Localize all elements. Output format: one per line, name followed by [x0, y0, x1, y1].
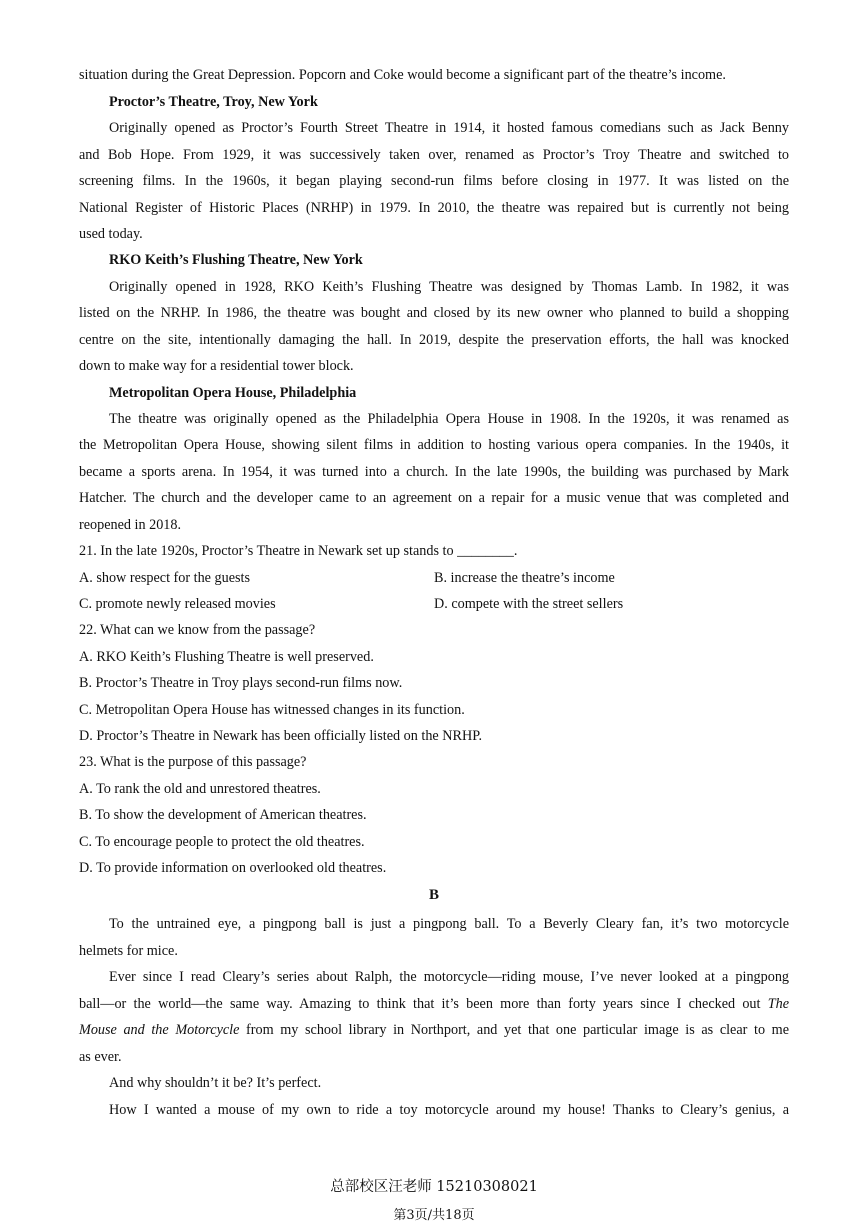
paragraph-line: screening films. In the 1960s, it began playing second-run films before closing in 1977. It was listed on the — [79, 173, 789, 189]
paragraph-line: And why shouldn’t it be? It’s perfect. — [109, 1075, 322, 1091]
paragraph-line: used today. — [79, 226, 143, 242]
option-21-c: C. promote newly released movies — [79, 596, 276, 612]
option-23-d: D. To provide information on overlooked old theatres. — [79, 860, 387, 876]
question-21: 21. In the late 1920s, Proctor’s Theatre in Newark set up stands to ________. — [79, 543, 518, 559]
paragraph-line: became a sports arena. In 1954, it was turned into a church. In the late 1990s, the building was purchased by Mark — [79, 464, 789, 480]
paragraph-line: down to make way for a residential tower block. — [79, 358, 354, 374]
option-22-c: C. Metropolitan Opera House has witnessed changes in its function. — [79, 702, 465, 718]
section-heading-rko: RKO Keith’s Flushing Theatre, New York — [109, 252, 363, 268]
option-21-a: A. show respect for the guests — [79, 570, 250, 586]
paragraph-text: from my school library in Northport, and yet that one particular image is as clear to me — [239, 1022, 790, 1038]
paragraph-line: as ever. — [79, 1049, 122, 1065]
paragraph-line: Ever since I read Cleary’s series about Ralph, the motorcycle—riding mouse, I’ve never looked at a pingpong — [109, 969, 789, 985]
paragraph-line: the Metropolitan Opera House, showing silent films in addition to hosting various opera companies. In the 1940s, it — [79, 437, 789, 453]
option-21-b: B. increase the theatre’s income — [434, 570, 615, 586]
paragraph-line: situation during the Great Depression. Popcorn and Coke would become a significant part of the theatre’s income. — [79, 67, 726, 83]
option-22-d: D. Proctor’s Theatre in Newark has been officially listed on the NRHP. — [79, 728, 483, 744]
section-heading-troy: Proctor’s Theatre, Troy, New York — [109, 94, 318, 110]
book-title-italic: Mouse and the Motorcycle — [79, 1022, 240, 1038]
option-22-a: A. RKO Keith’s Flushing Theatre is well preserved. — [79, 649, 374, 665]
paragraph-line: Originally opened as Proctor’s Fourth Street Theatre in 1914, it hosted famous comedians such as Jack Benny — [109, 120, 789, 136]
paragraph-line: helmets for mice. — [79, 943, 178, 959]
question-22: 22. What can we know from the passage? — [79, 622, 316, 638]
paragraph-line: To the untrained eye, a pingpong ball is just a pingpong ball. To a Beverly Cleary fan, it’s two motorcycle — [109, 916, 789, 932]
section-heading-metropolitan: Metropolitan Opera House, Philadelphia — [109, 385, 357, 401]
paragraph-line: The theatre was originally opened as the Philadelphia Opera House in 1908. In the 1920s, it was renamed as — [109, 411, 789, 427]
paragraph-line: centre on the site, intentionally damaging the hall. In 2019, despite the preservation efforts, the hall was knocked — [79, 332, 789, 348]
option-22-b: B. Proctor’s Theatre in Troy plays second-run films now. — [79, 675, 403, 691]
option-23-b: B. To show the development of American theatres. — [79, 807, 367, 823]
paragraph-line: Hatcher. The church and the developer came to an agreement on a repair for a music venue that was completed and — [79, 490, 789, 506]
option-23-a: A. To rank the old and unrestored theatres. — [79, 781, 321, 797]
book-title-italic: The — [767, 996, 789, 1012]
option-23-c: C. To encourage people to protect the old theatres. — [79, 834, 365, 850]
paragraph-line: How I wanted a mouse of my own to ride a toy motorcycle around my house! Thanks to Cleary’s genius, a — [109, 1102, 789, 1118]
paragraph-line: and Bob Hope. From 1929, it was successively taken over, renamed as Proctor’s Troy Theatre and switched to — [79, 147, 789, 163]
paragraph-line: National Register of Historic Places (NRHP) in 1979. In 2010, the theatre was repaired but is currently not being — [79, 200, 789, 216]
question-23: 23. What is the purpose of this passage? — [79, 754, 307, 770]
section-b-label: B — [428, 887, 439, 903]
option-21-d: D. compete with the street sellers — [434, 596, 624, 612]
paragraph-line: Originally opened in 1928, RKO Keith’s Flushing Theatre was designed by Thomas Lamb. In 1982, it was — [109, 279, 789, 295]
footer-contact: 总部校区汪老师 15210308021 — [330, 1179, 538, 1195]
page-number: 第3页/共18页 — [393, 1208, 475, 1223]
paragraph-line — [79, 995, 789, 1013]
paragraph-line: reopened in 2018. — [79, 517, 182, 533]
paragraph-text: ball—or the world—the same way. Amazing to think that it’s been more than forty years since I checked out — [79, 996, 768, 1012]
paragraph-line: listed on the NRHP. In 1986, the theatre was bought and closed by its new owner who planned to build a shopping — [79, 305, 789, 321]
paragraph-line — [79, 1021, 789, 1039]
